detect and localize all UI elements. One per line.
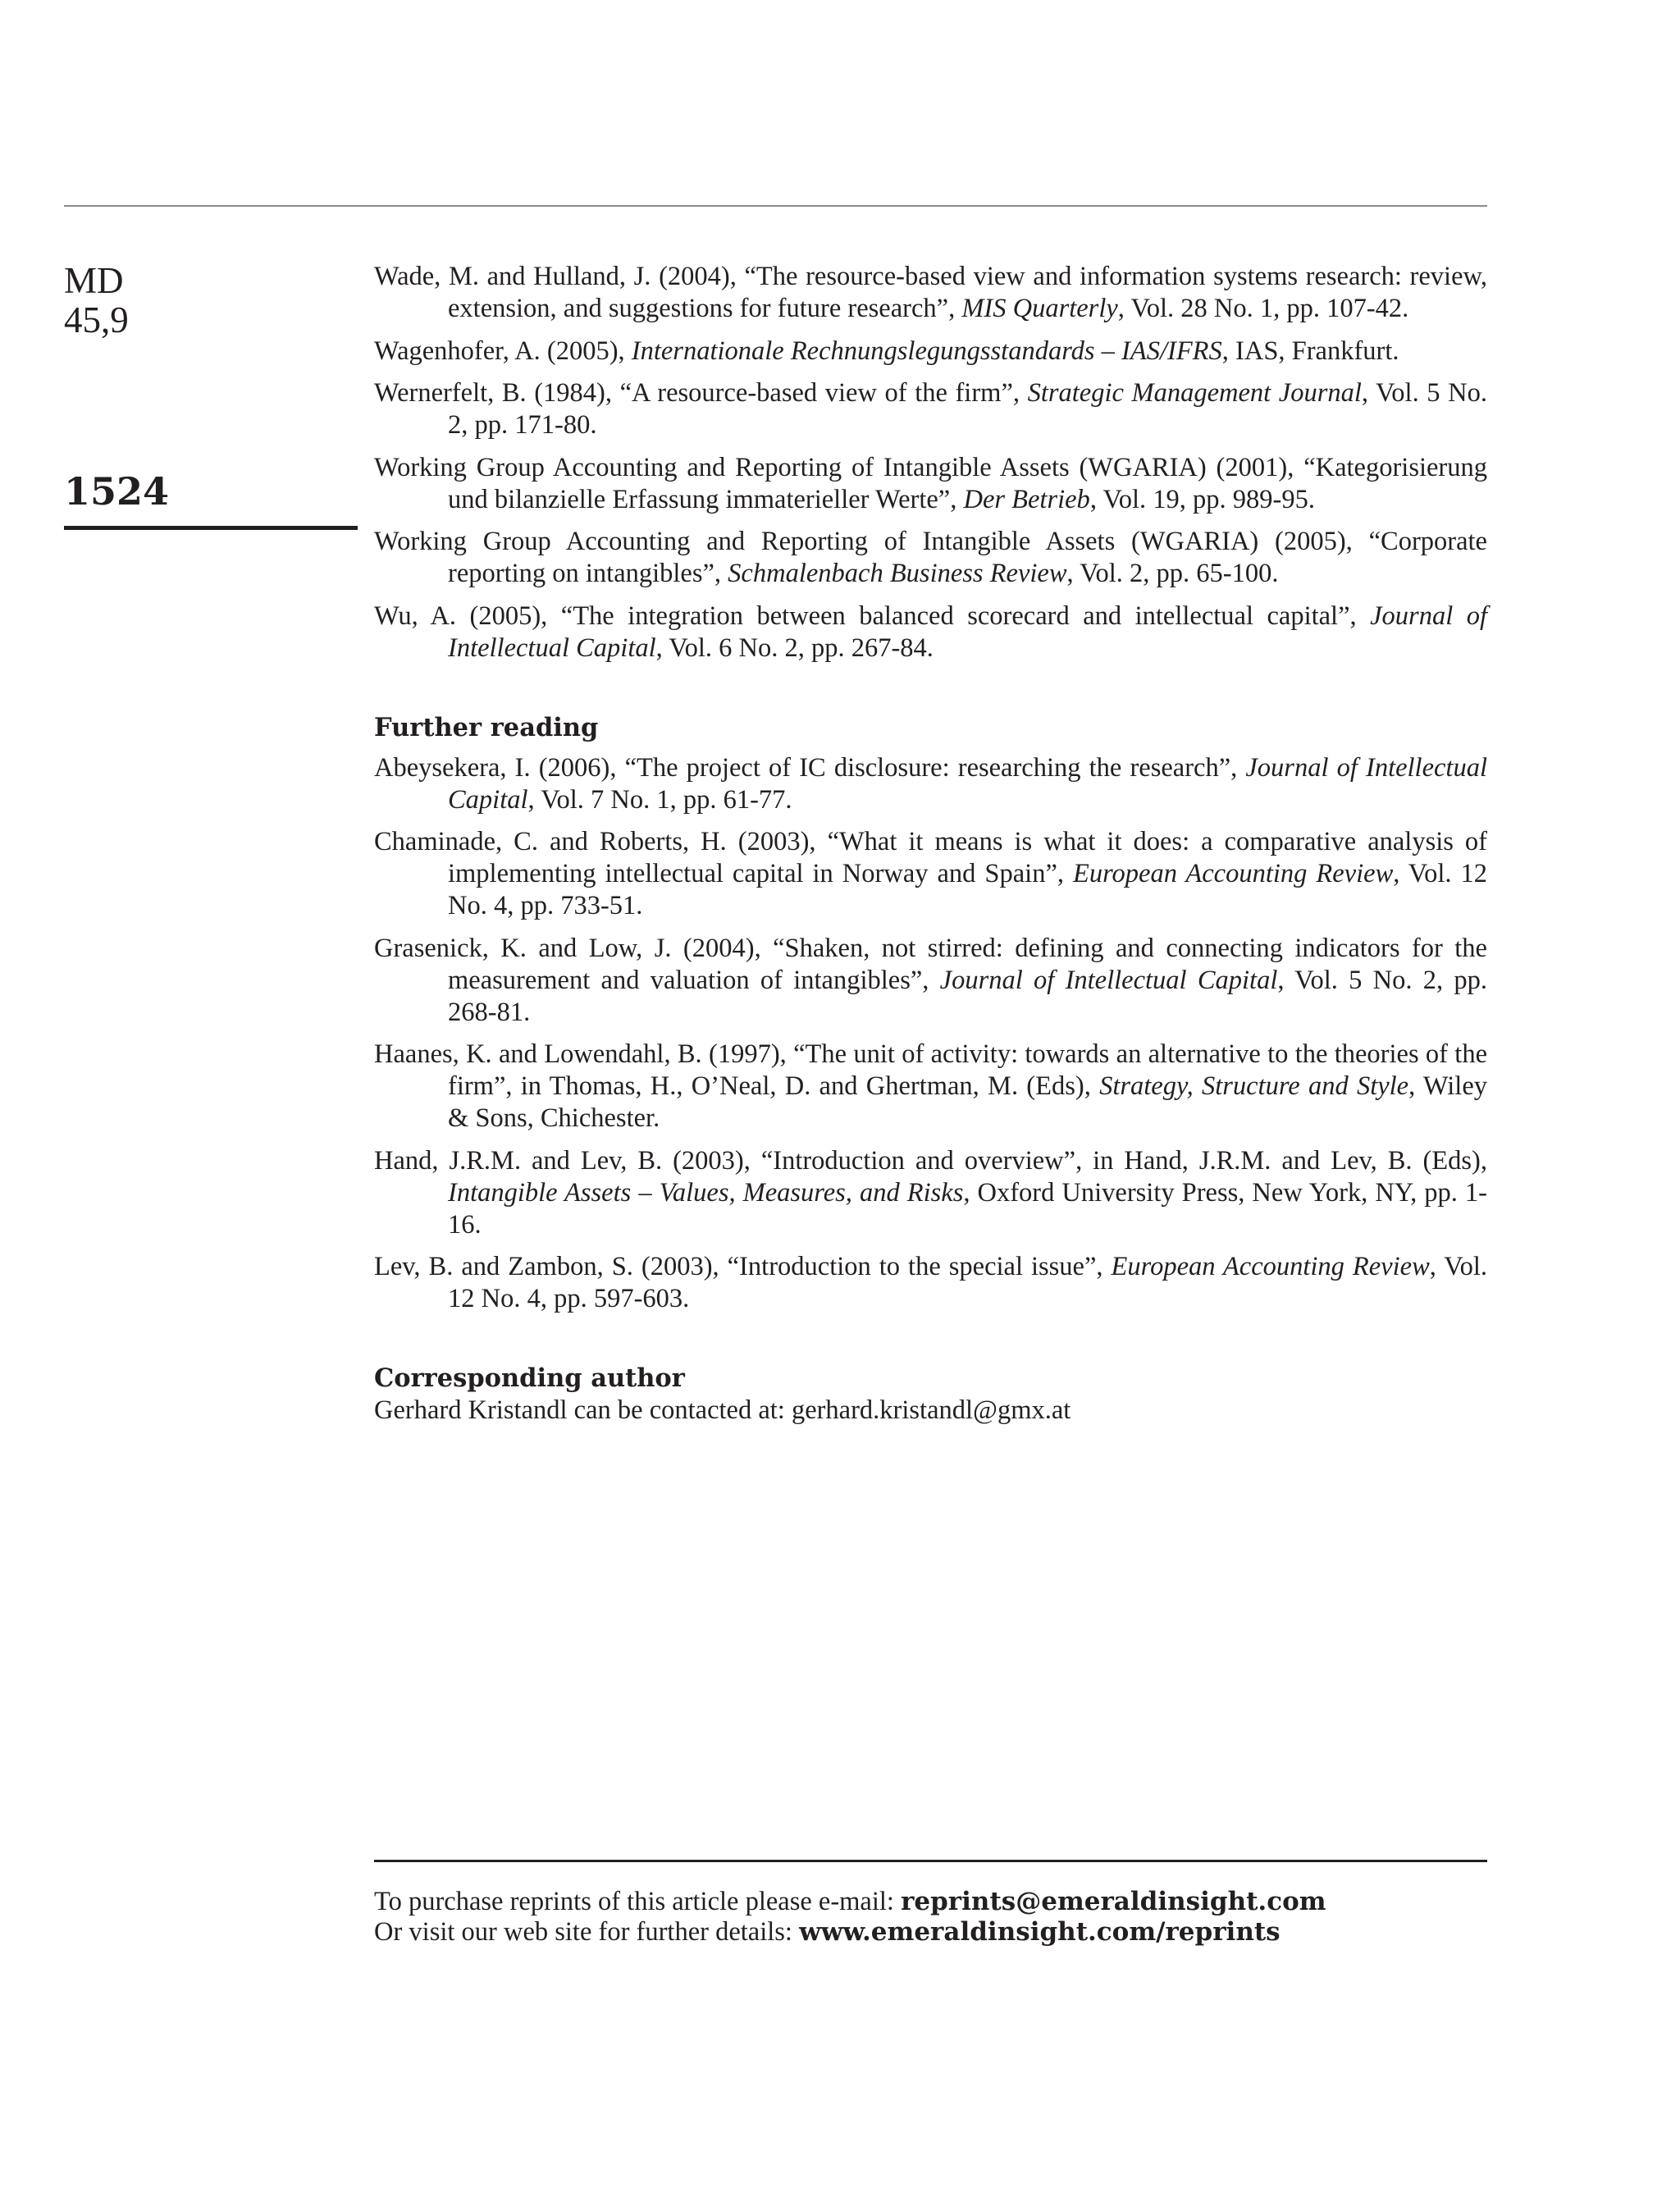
footer-divider xyxy=(374,1860,1487,1862)
reference-item: Wade, M. and Hulland, J. (2004), “The resource-based view and information systems research: review, extension, and suggestions for future research”, MIS Quarterly, Vol. 28 No. 1, pp. 107-42. xyxy=(374,262,1487,323)
volume-issue: 45,9 xyxy=(64,299,129,340)
main-content xyxy=(374,261,1487,1427)
reference-item: Wu, A. (2005), “The integration between balanced scorecard and intellectual capital”, Journal of Intellectual Capital, Vol. 6 No. 2, pp. 267-84. xyxy=(374,600,1487,663)
reference-item: Working Group Accounting and Reporting of Intangible Assets (WGARIA) (2001), “Kategorisierung und bilanzielle Erfassung immaterieller Werte”, Der Betrieb, Vol. 19, pp. 989-95. xyxy=(374,452,1487,514)
further-reading-item: Lev, B. and Zambon, S. (2003), “Introduction to the special issue”, European Accounting Review, Vol. 12 No. 4, pp. 597-603. xyxy=(374,1252,1487,1313)
reference-item: Wernerfelt, B. (1984), “A resource-based view of the firm”, Strategic Management Journal, Vol. 5 No. 2, pp. 171-80. xyxy=(374,378,1487,440)
further-reading-section xyxy=(374,712,1487,1316)
page-number-rule xyxy=(64,526,358,530)
reprints-website-line: Or visit our web site for further details: www.emeraldinsight.com/reprints xyxy=(374,1917,1281,1947)
corresponding-author-section xyxy=(374,1363,1487,1427)
journal-code: MD xyxy=(64,260,124,301)
reprints-email: reprints@emeraldinsight.com xyxy=(901,1887,1326,1916)
page-number: 1524 xyxy=(64,469,170,514)
further-reading-item: Chaminade, C. and Roberts, H. (2003), “What it means is what it does: a comparative analysis of implementing intellectual capital in Norway and Spain”, European Accounting Review, Vol. 12 No. 4, pp. 733-51. xyxy=(374,827,1487,920)
corresponding-author-heading: Corresponding author xyxy=(374,1363,685,1393)
further-reading-item: Hand, J.R.M. and Lev, B. (2003), “Introduction and overview”, in Hand, J.R.M. and Lev, B. (Eds), Intangible Assets – Values, Measures, and Risks, Oxford University Press, New York, NY, pp. 1-16. xyxy=(374,1145,1487,1240)
reprints-footer xyxy=(374,1860,1487,1948)
further-reading-heading: Further reading xyxy=(374,712,599,742)
reference-item: Wagenhofer, A. (2005), Internationale Rechnungslegungsstandards – IAS/IFRS, IAS, Frankfurt. xyxy=(374,336,1399,366)
top-divider xyxy=(64,205,1487,207)
further-reading-item: Haanes, K. and Lowendahl, B. (1997), “The unit of activity: towards an alternative to the theories of the firm”, in Thomas, H., O’Neal, D. and Ghertman, M. (Eds), Strategy, Structure and Style, Wiley & Sons, Chichester. xyxy=(374,1039,1487,1133)
further-reading-item: Grasenick, K. and Low, J. (2004), “Shaken, not stirred: defining and connecting indicators for the measurement and valuation of intangibles”, Journal of Intellectual Capital, Vol. 5 No. 2, pp. 268-81. xyxy=(374,933,1487,1027)
margin-header xyxy=(64,261,359,340)
further-reading-item: Abeysekera, I. (2006), “The project of IC disclosure: researching the research”, Journal of Intellectual Capital, Vol. 7 No. 1, pp. 61-77. xyxy=(374,752,1487,815)
reprints-website: www.emeraldinsight.com/reprints xyxy=(799,1917,1281,1947)
reference-list xyxy=(374,261,1487,664)
reference-item: Working Group Accounting and Reporting of Intangible Assets (WGARIA) (2005), “Corporate reporting on intangibles”, Schmalenbach Business Review, Vol. 2, pp. 65-100. xyxy=(374,527,1487,588)
reprints-email-line: To purchase reprints of this article please e-mail: reprints@emeraldinsight.com xyxy=(374,1887,1326,1916)
corresponding-author-contact: Gerhard Kristandl can be contacted at: gerhard.kristandl@gmx.at xyxy=(374,1395,1071,1425)
